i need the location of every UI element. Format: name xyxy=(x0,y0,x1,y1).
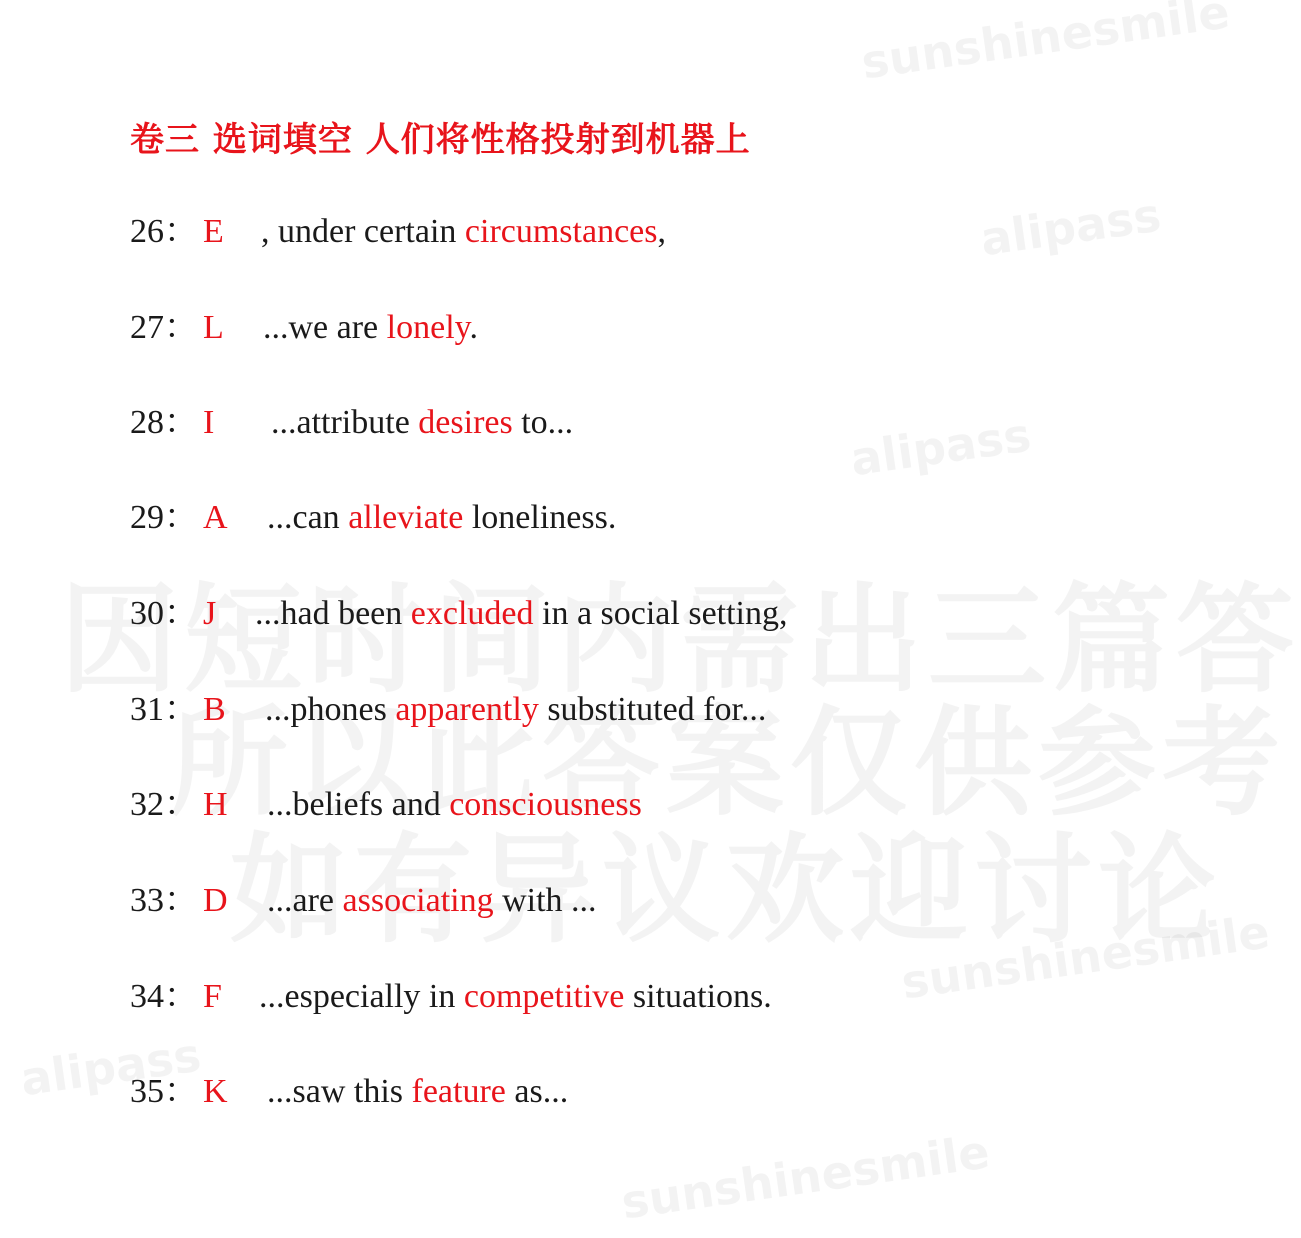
question-number: 32： xyxy=(130,786,198,823)
answer-letter: H xyxy=(203,786,228,823)
question-number: 29： xyxy=(130,499,198,536)
answer-keyword: circumstances xyxy=(464,213,658,250)
answer-context xyxy=(265,688,766,732)
answer-keyword: consciousness xyxy=(449,786,642,823)
question-number: 33： xyxy=(130,882,198,919)
question-number: 30： xyxy=(130,595,198,632)
answer-context xyxy=(255,592,788,636)
context-after: as... xyxy=(505,1073,569,1110)
answer-letter: I xyxy=(203,404,215,441)
context-before: ...attribute xyxy=(271,404,419,441)
answer-context xyxy=(267,783,642,827)
watermark-tag xyxy=(847,408,1034,487)
answer-keyword: associating xyxy=(342,882,494,919)
context-before: ...had been xyxy=(255,595,411,632)
context-after: to... xyxy=(512,404,574,441)
answer-context xyxy=(261,210,666,254)
question-number: 28： xyxy=(130,404,198,441)
answer-letter: F xyxy=(203,978,222,1015)
context-after: with ... xyxy=(493,882,597,919)
question-number: 27： xyxy=(130,309,198,346)
context-after: situations. xyxy=(624,978,772,1015)
context-after: , xyxy=(657,213,666,250)
answer-letter: B xyxy=(203,691,226,728)
context-before: ...can xyxy=(267,499,349,536)
answer-context xyxy=(259,975,772,1019)
watermark-tag xyxy=(858,0,1233,90)
answer-keyword: lonely xyxy=(386,309,470,346)
section-title: 卷三 选词填空 人们将性格投射到机器上 xyxy=(130,120,751,160)
answer-letter: K xyxy=(203,1073,228,1110)
watermark-tag xyxy=(898,904,1273,1009)
answer-keyword: competitive xyxy=(463,978,625,1015)
answer-keyword: excluded xyxy=(410,595,534,632)
context-after: loneliness. xyxy=(463,499,617,536)
answer-context xyxy=(267,879,597,923)
answer-context xyxy=(271,401,573,445)
answer-keyword: desires xyxy=(418,404,513,441)
context-after: . xyxy=(469,309,478,346)
watermark-tag xyxy=(618,1124,993,1229)
context-before: ...beliefs and xyxy=(267,786,450,823)
question-number: 31： xyxy=(130,691,198,728)
context-before: ...are xyxy=(267,882,343,919)
answer-context xyxy=(267,496,616,540)
context-after: in a social setting, xyxy=(533,595,788,632)
answer-letter: L xyxy=(203,309,224,346)
answer-keyword: alleviate xyxy=(348,499,464,536)
context-after: substituted for... xyxy=(538,691,767,728)
context-before: ...especially in xyxy=(259,978,464,1015)
question-number: 35： xyxy=(130,1073,198,1110)
context-before: ...saw this xyxy=(267,1073,412,1110)
answer-context xyxy=(267,1070,568,1114)
context-before: ...phones xyxy=(265,691,396,728)
watermark-tag xyxy=(977,188,1164,267)
answer-letter: A xyxy=(203,499,228,536)
context-before: , under certain xyxy=(261,213,465,250)
answer-letter: J xyxy=(203,595,217,632)
context-before: ...we are xyxy=(263,309,387,346)
answer-keyword: feature xyxy=(411,1073,506,1110)
answer-letter: D xyxy=(203,882,228,919)
question-number: 34： xyxy=(130,978,198,1015)
answer-keyword: apparently xyxy=(395,691,539,728)
question-number: 26： xyxy=(130,213,198,250)
answer-letter: E xyxy=(203,213,224,250)
answer-context xyxy=(263,306,478,350)
